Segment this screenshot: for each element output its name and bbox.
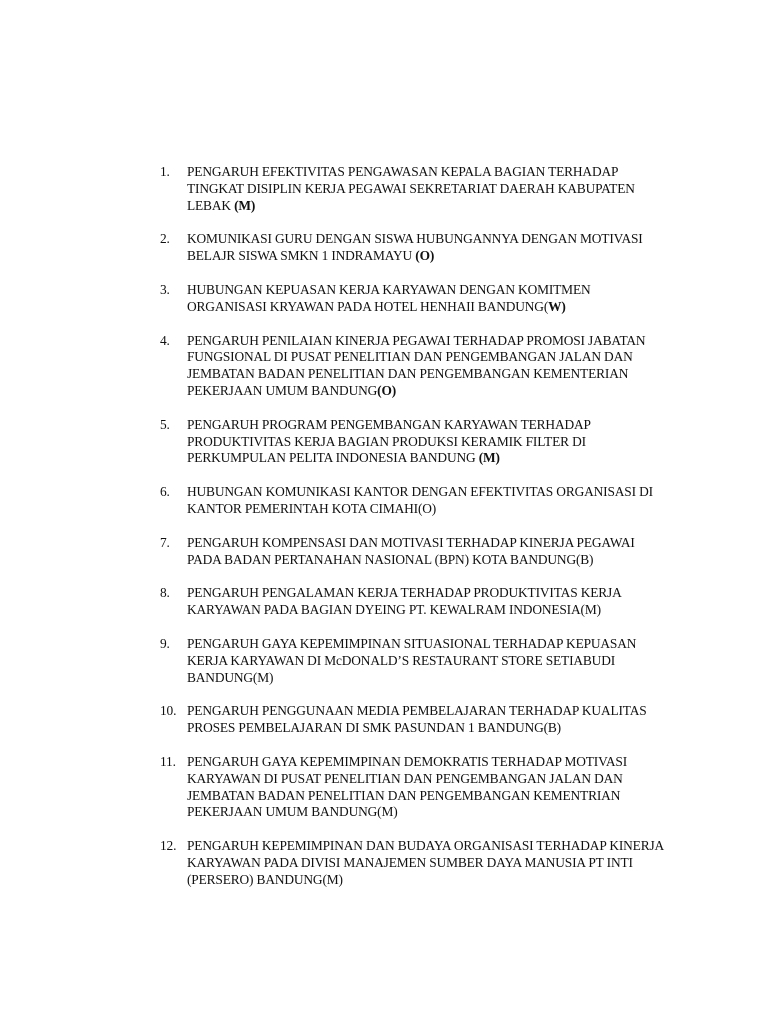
- item-code: (O): [415, 248, 435, 264]
- list-item: [160, 636, 665, 686]
- item-number: 10.: [160, 703, 177, 719]
- item-title: PENGARUH EFEKTIVITAS PENGAWASAN KEPALA BAGIAN TERHADAP TINGKAT DISIPLIN KERJA PEGAWAI SEKRETARIAT DAERAH KABUPATEN LEBAK: [187, 164, 635, 213]
- item-number: 7.: [160, 534, 170, 550]
- item-number: 8.: [160, 585, 170, 601]
- thesis-title-list: [160, 164, 665, 906]
- item-title: PENGARUH GAYA KEPEMIMPINAN DEMOKRATIS TERHADAP MOTIVASI KARYAWAN DI PUSAT PENELITIAN DAN PENGEMBANGAN JALAN DAN JEMBATAN BADAN PENELITIAN DAN PENGEMBANGAN KEMENTRIAN PEKERJAAN UMUM BANDUNG(M): [187, 753, 628, 820]
- item-title: PENGARUH PROGRAM PENGEMBANGAN KARYAWAN TERHADAP PRODUKTIVITAS KERJA BAGIAN PRODUKSI KERAMIK FILTER DI PERKUMPULAN PELITA INDONESIA BANDUNG: [187, 416, 591, 466]
- item-title: PENGARUH PENGALAMAN KERJA TERHADAP PRODUKTIVITAS KERJA KARYAWAN PADA BAGIAN DYEING PT. KEWALRAM INDONESIA(M): [187, 585, 621, 618]
- item-title: PENGARUH PENILAIAN KINERJA PEGAWAI TERHADAP PROMOSI JABATAN FUNGSIONAL DI PUSAT PENELITIAN DAN PENGEMBANGAN JALAN DAN JEMBATAN BADAN PENELITIAN DAN PENGEMBANGAN KEMENTERIAN PEKERJAAN UMUM BANDUNG: [187, 332, 646, 398]
- item-text: [187, 754, 665, 821]
- item-text: [187, 333, 665, 400]
- item-number: 2.: [160, 231, 170, 247]
- item-number: 1.: [160, 164, 170, 179]
- item-code: (M): [234, 197, 256, 213]
- item-number: 12.: [160, 838, 177, 854]
- item-number: 6.: [160, 484, 170, 500]
- list-item: [160, 417, 665, 467]
- list-item: [160, 484, 665, 518]
- item-text: [187, 484, 665, 518]
- item-number: 4.: [160, 332, 170, 348]
- item-text: [187, 585, 665, 619]
- item-code: (O): [377, 382, 397, 398]
- list-item: [160, 754, 665, 821]
- item-text: [187, 282, 665, 316]
- item-number: 3.: [160, 281, 170, 297]
- item-title: PENGARUH KOMPENSASI DAN MOTIVASI TERHADAP KINERJA PEGAWAI PADA BADAN PERTANAHAN NASIONAL (BPN) KOTA BANDUNG(B): [187, 534, 635, 567]
- item-text: [187, 164, 665, 214]
- item-code: (M): [478, 450, 500, 466]
- item-text: [187, 231, 665, 265]
- item-title: KOMUNIKASI GURU DENGAN SISWA HUBUNGANNYA DENGAN MOTIVASI BELAJR SISWA SMKN 1 INDRAMAYU: [187, 231, 643, 264]
- item-text: [187, 703, 665, 737]
- item-title: PENGARUH KEPEMIMPINAN DAN BUDAYA ORGANISASI TERHADAP KINERJA KARYAWAN PADA DIVISI MANAJEMEN SUMBER DAYA MANUSIA PT INTI (PERSERO) BANDUNG(M): [187, 838, 664, 887]
- item-title: HUBUNGAN KOMUNIKASI KANTOR DENGAN EFEKTIVITAS ORGANISASI DI KANTOR PEMERINTAH KOTA CIMAHI(O): [187, 484, 653, 516]
- list-item: [160, 703, 665, 737]
- item-title: HUBUNGAN KEPUASAN KERJA KARYAWAN DENGAN KOMITMEN ORGANISASI KRYAWAN PADA HOTEL HENHAII BANDUNG(: [187, 281, 591, 314]
- item-number: 11.: [160, 753, 176, 769]
- list-item: [160, 535, 665, 569]
- item-number: 9.: [160, 635, 170, 651]
- list-item: [160, 838, 665, 888]
- list-item: [160, 333, 665, 400]
- item-text: [187, 838, 665, 888]
- list-item: [160, 164, 665, 214]
- item-text: [187, 636, 665, 686]
- item-title: PENGARUH PENGGUNAAN MEDIA PEMBELAJARAN TERHADAP KUALITAS PROSES PEMBELAJARAN DI SMK PASUNDAN 1 BANDUNG(B): [187, 703, 647, 736]
- item-text: [187, 417, 665, 467]
- list-item: [160, 282, 665, 316]
- item-title: PENGARUH GAYA KEPEMIMPINAN SITUASIONAL TERHADAP KEPUASAN KERJA KARYAWAN DI McDONALD’S RESTAURANT STORE SETIABUDI BANDUNG(M): [187, 635, 637, 685]
- item-number: 5.: [160, 416, 170, 432]
- list-item: [160, 231, 665, 265]
- item-code: W): [548, 298, 566, 314]
- list-item: [160, 585, 665, 619]
- item-text: [187, 535, 665, 569]
